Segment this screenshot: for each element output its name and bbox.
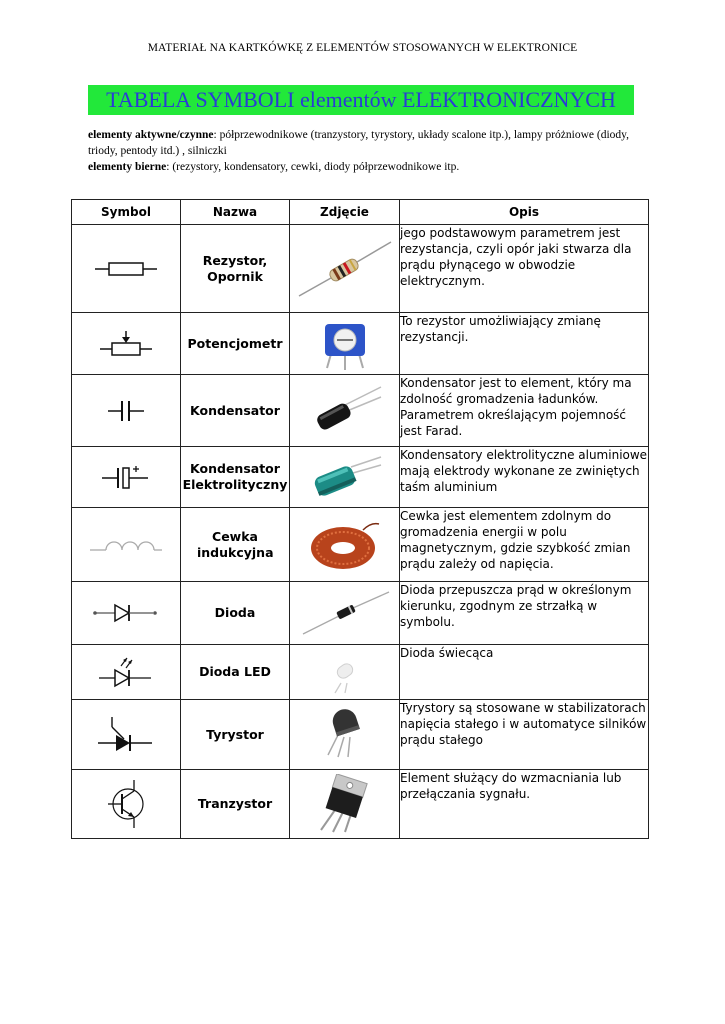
diode-photo-icon (295, 588, 395, 638)
resistor-photo-icon (295, 234, 395, 304)
active-elements-label: elementy aktywne/czynne (88, 129, 214, 141)
desc-cell: Element służący do wzmacniania lub przełączania sygnału. (400, 770, 649, 839)
name-cell: Tyrystor (181, 700, 290, 770)
inductor-photo-icon (305, 516, 385, 574)
table-row (72, 375, 649, 447)
symbol-cell (72, 582, 181, 645)
table-row (72, 582, 649, 645)
photo-cell (290, 770, 400, 839)
name-cell: Kondensator Elektrolityczny (181, 447, 290, 508)
active-elements-text: : półprzewodnikowe (tranzystory, tyrystory, układy scalone itp.), lampy próżniowe (diody, triody, pentody itd.) , silniczki (88, 129, 630, 157)
photo-cell (290, 375, 400, 447)
symbol-cell (72, 225, 181, 313)
name-cell: Rezystor, Opornik (181, 225, 290, 313)
name-cell: Dioda LED (181, 645, 290, 700)
inductor-symbol-icon (88, 534, 164, 556)
transistor-symbol-icon (104, 778, 148, 830)
passive-elements-label: elementy bierne (88, 161, 167, 173)
capacitor-photo-icon (305, 383, 385, 439)
name-cell: Tranzystor (181, 770, 290, 839)
electrolytic-capacitor-photo-icon (305, 451, 385, 503)
resistor-symbol-icon (91, 259, 161, 279)
header-photo: Zdjęcie (290, 200, 400, 225)
potentiometer-symbol-icon (96, 329, 156, 359)
desc-cell: Cewka jest elementem zdolnym do gromadzenia energii w polu magnetycznym, gdzie szybkość zmian prądu zależy od napięcia. (400, 508, 649, 582)
desc-cell: jego podstawowym parametrem jest rezystancja, czyli opór jaki stwarza dla prądu płynącego w obwodzie elektrycznym. (400, 225, 649, 313)
symbol-cell (72, 508, 181, 582)
desc-cell: To rezystor umożliwiający zmianę rezystancji. (400, 313, 649, 375)
led-photo-icon (315, 649, 375, 695)
name-cell: Cewka indukcyjna (181, 508, 290, 582)
thyristor-photo-icon (320, 709, 370, 761)
symbols-table (71, 199, 649, 839)
diode-symbol-icon (91, 602, 161, 624)
photo-cell (290, 508, 400, 582)
photo-cell (290, 582, 400, 645)
symbol-cell (72, 313, 181, 375)
potentiometer-photo-icon (315, 316, 375, 372)
symbol-cell (72, 375, 181, 447)
table-row (72, 313, 649, 375)
table-row (72, 770, 649, 839)
photo-cell (290, 645, 400, 700)
name-cell: Dioda (181, 582, 290, 645)
symbol-cell (72, 645, 181, 700)
name-cell: Kondensator (181, 375, 290, 447)
header-desc: Opis (400, 200, 649, 225)
table-row (72, 508, 649, 582)
title-banner: TABELA SYMBOLI elementów ELEKTRONICZNYCH (88, 85, 634, 115)
name-cell: Potencjometr (181, 313, 290, 375)
photo-cell (290, 313, 400, 375)
header-name: Nazwa (181, 200, 290, 225)
table-row (72, 700, 649, 770)
desc-cell: Dioda przepuszcza prąd w określonym kierunku, zgodnym ze strzałką w symbolu. (400, 582, 649, 645)
table-row (72, 225, 649, 313)
photo-cell (290, 225, 400, 313)
thyristor-symbol-icon (94, 713, 158, 757)
capacitor-symbol-icon (104, 399, 148, 423)
desc-cell: Dioda świecąca (400, 645, 649, 700)
symbol-cell (72, 447, 181, 508)
table-row (72, 447, 649, 508)
desc-cell: Kondensator jest to element, który ma zdolność gromadzenia ładunków. Parametrem określającym pojemność jest Farad. (400, 375, 649, 447)
table-row (72, 645, 649, 700)
electrolytic-capacitor-symbol-icon (98, 464, 154, 490)
led-symbol-icon (95, 654, 157, 690)
intro-text (88, 127, 648, 175)
desc-cell: Kondensatory elektrolityczne aluminiowe mają elektrody wykonane ze zwiniętych taśm aluminium (400, 447, 649, 508)
symbol-cell (72, 700, 181, 770)
photo-cell (290, 700, 400, 770)
header-symbol: Symbol (72, 200, 181, 225)
photo-cell (290, 447, 400, 508)
table-header-row (72, 200, 649, 225)
symbol-cell (72, 770, 181, 839)
transistor-photo-icon (313, 774, 377, 834)
desc-cell: Tyrystory są stosowane w stabilizatorach napięcia stałego i w automatyce silników prądu stałego (400, 700, 649, 770)
page-header: MATERIAŁ NA KARTKÓWKĘ Z ELEMENTÓW STOSOWANYCH W ELEKTRONICE (147, 42, 578, 54)
passive-elements-text: : (rezystory, kondensatory, cewki, diody półprzewodnikowe itp. (166, 161, 460, 173)
